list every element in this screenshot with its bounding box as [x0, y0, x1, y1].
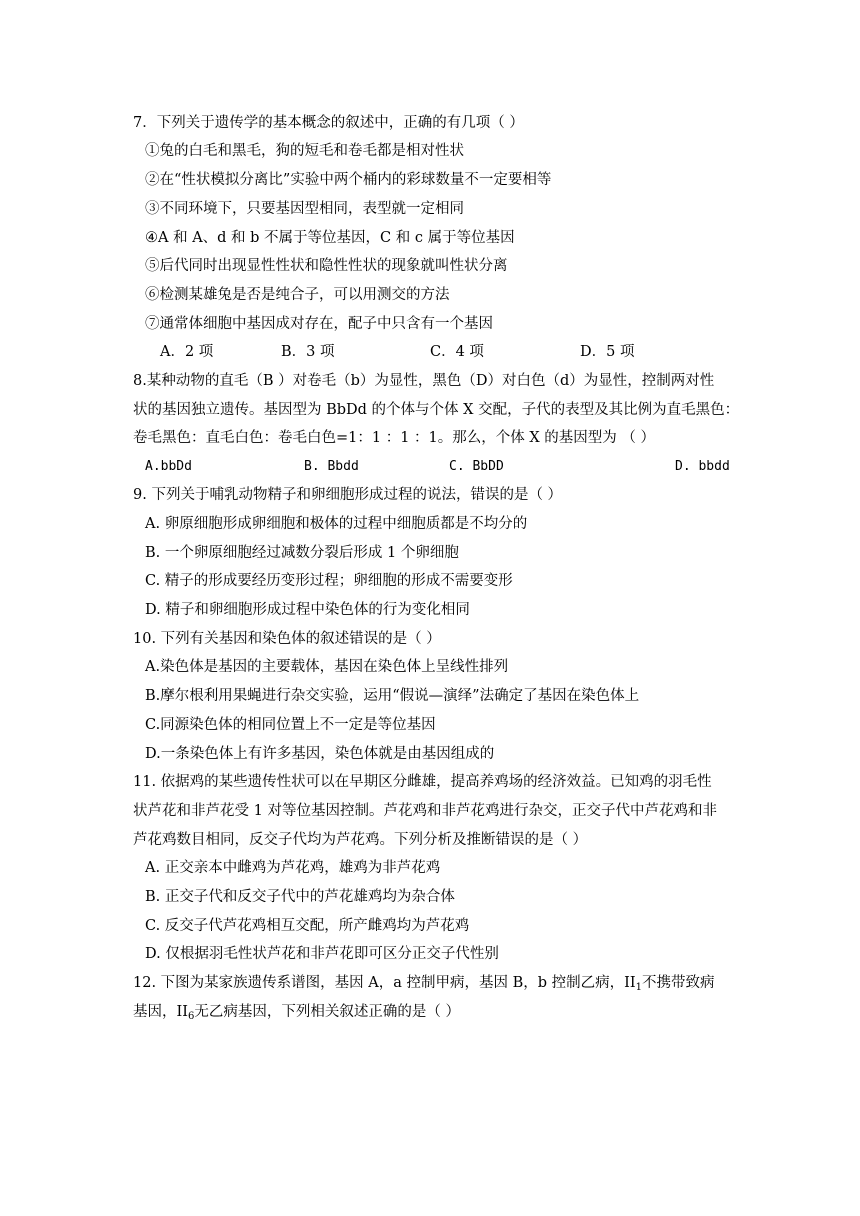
q7-option-a: A．2 项	[160, 344, 214, 360]
q7-item-2: ②在“性状模拟分离比”实验中两个桶内的彩球数量不一定要相等	[145, 172, 552, 188]
q10-stem: 10. 下列有关基因和染色体的叙述错误的是（ ）	[133, 631, 441, 647]
q12-line-2-tail: 无乙病基因，下列相关叙述正确的是（ ）	[194, 1004, 460, 1020]
q7-option-c: C．4 项	[430, 344, 484, 360]
q7-item-7: ⑦通常体细胞中基因成对存在，配子中只含有一个基因	[145, 316, 493, 332]
q12-line-2	[133, 1002, 460, 1027]
q8-line-3: 卷毛黑色：直毛白色：卷毛白色=1：1 ：1 ：1。那么，个体 X 的基因型为 （ ）	[133, 430, 656, 446]
q7-item-1: ①兔的白毛和黑毛，狗的短毛和卷毛都是相对性状	[145, 143, 464, 159]
q12-sub-ii6: 6	[187, 1011, 195, 1022]
q8-line-2: 状的基因独立遗传。基因型为 BbDd 的个体与个体 X 交配，子代的表型及其比例为直毛黑色：	[133, 402, 740, 418]
q9-option-b: B. 一个卵原细胞经过减数分裂后形成 1 个卵细胞	[145, 545, 459, 561]
q12-line-2-text: 基因，II	[133, 1004, 188, 1020]
q11-line-2: 状芦花和非芦花受 1 对等位基因控制。芦花鸡和非芦花鸡进行杂交，正交子代中芦花鸡和非	[133, 803, 717, 819]
q12-sub-ii1: 1	[635, 982, 642, 993]
q12-line-1-tail: 不携带致病	[642, 975, 715, 991]
q11-option-d: D. 仅根据羽毛性状芦花和非芦花即可区分正交子代性别	[145, 946, 499, 962]
q11-option-c: C. 反交子代芦花鸡相互交配，所产雌鸡均为芦花鸡	[145, 918, 470, 934]
q8-option-d: D. bbdd	[675, 459, 730, 474]
q7-item-4: ④A 和 A、d 和 b 不属于等位基因，C 和 c 属于等位基因	[145, 230, 515, 246]
q7-stem: 7．下列关于遗传学的基本概念的叙述中，正确的有几项（ ）	[133, 115, 524, 131]
q10-option-b: B.摩尔根利用果蝇进行杂交实验，运用“假说—演绎”法确定了基因在染色体上	[145, 688, 640, 704]
q8-option-a: A.bbDd	[145, 459, 192, 474]
q7-item-5: ⑤后代同时出现显性性状和隐性性状的现象就叫性状分离	[145, 258, 508, 274]
q8-option-b: B. Bbdd	[304, 459, 359, 474]
q8-line-1: 8.某种动物的直毛（B ）对卷毛（b）为显性，黑色（D）对白色（d）为显性，控制两对性	[133, 373, 715, 389]
q8-option-c: C. BbDD	[449, 459, 504, 474]
q11-option-a: A. 正交亲本中雌鸡为芦花鸡，雄鸡为非芦花鸡	[145, 860, 441, 876]
q11-option-b: B. 正交子代和反交子代中的芦花雄鸡均为杂合体	[145, 889, 455, 905]
q11-line-3: 芦花鸡数目相同，反交子代均为芦花鸡。下列分析及推断错误的是（ ）	[133, 832, 588, 848]
q11-line-1: 11. 依据鸡的某些遗传性状可以在早期区分雌雄，提高养鸡场的经济效益。已知鸡的羽毛性	[133, 774, 712, 790]
q7-item-3: ③不同环境下，只要基因型相同，表型就一定相同	[145, 201, 464, 217]
q10-option-c: C.同源染色体的相同位置上不一定是等位基因	[145, 717, 436, 733]
q9-option-d: D. 精子和卵细胞形成过程中染色体的行为变化相同	[145, 602, 470, 618]
q9-stem: 9. 下列关于哺乳动物精子和卵细胞形成过程的说法，错误的是（ ）	[133, 487, 563, 503]
q7-option-d: D．5 项	[580, 344, 635, 360]
q7-option-b: B．3 项	[281, 344, 335, 360]
q10-option-a: A.染色体是基因的主要载体，基因在染色体上呈线性排列	[145, 659, 509, 675]
q9-option-a: A. 卵原细胞形成卵细胞和极体的过程中细胞质都是不均分的	[145, 516, 528, 532]
q12-line-1	[133, 973, 715, 998]
q12-line-1-text: 12. 下图为某家族遗传系谱图，基因 A，a 控制甲病，基因 B，b 控制乙病，II	[133, 975, 636, 991]
q7-item-6: ⑥检测某雄兔是否是纯合子，可以用测交的方法	[145, 287, 450, 303]
q10-option-d: D.一条染色体上有许多基因，染色体就是由基因组成的	[145, 746, 495, 762]
q9-option-c: C. 精子的形成要经历变形过程；卵细胞的形成不需要变形	[145, 573, 513, 589]
